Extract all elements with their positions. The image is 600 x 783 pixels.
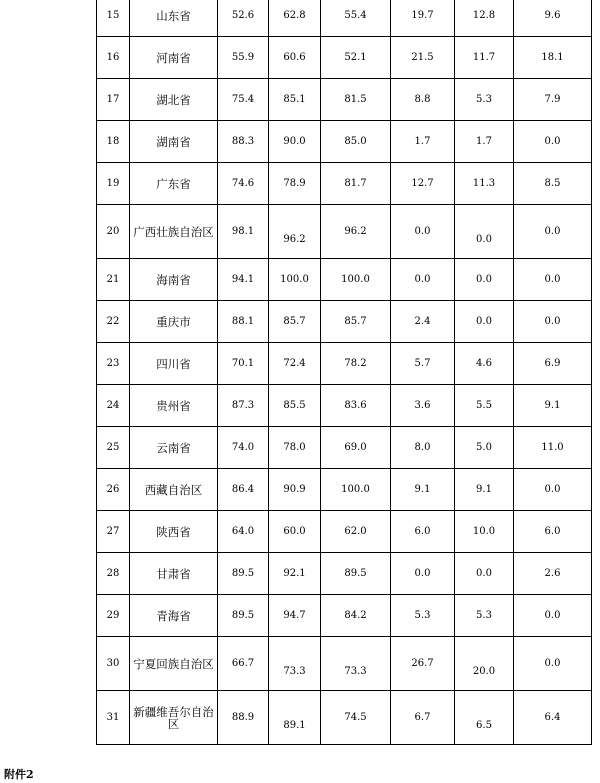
value-cell: 89.5 xyxy=(218,553,269,595)
table-row xyxy=(97,637,592,691)
value-cell: 19.7 xyxy=(391,0,455,37)
value-cell: 0.0 xyxy=(514,595,592,637)
value-cell: 12.7 xyxy=(391,163,455,205)
value-cell: 8.8 xyxy=(391,79,455,121)
value-cell: 6.7 xyxy=(391,691,455,745)
value-cell: 78.0 xyxy=(269,427,321,469)
value-cell: 12.8 xyxy=(455,0,514,37)
value-cell: 55.4 xyxy=(321,0,391,37)
value-cell: 18.1 xyxy=(514,37,592,79)
row-number: 23 xyxy=(97,343,130,385)
value-cell: 74.5 xyxy=(321,691,391,745)
value-cell: 0.0 xyxy=(455,301,514,343)
value-cell: 9.1 xyxy=(514,385,592,427)
value-cell: 62.0 xyxy=(321,511,391,553)
value-cell: 74.6 xyxy=(218,163,269,205)
province-name: 宁夏回族自治区 xyxy=(130,637,218,691)
value-cell: 89.1 xyxy=(269,691,321,745)
province-name: 山东省 xyxy=(130,0,218,37)
value-cell: 6.0 xyxy=(391,511,455,553)
row-number: 19 xyxy=(97,163,130,205)
row-number: 20 xyxy=(97,205,130,259)
value-cell: 0.0 xyxy=(391,259,455,301)
row-number: 15 xyxy=(97,0,130,37)
value-cell: 5.3 xyxy=(455,595,514,637)
value-cell: 0.0 xyxy=(514,121,592,163)
value-cell: 88.1 xyxy=(218,301,269,343)
value-cell: 52.6 xyxy=(218,0,269,37)
province-name: 云南省 xyxy=(130,427,218,469)
value-cell: 87.3 xyxy=(218,385,269,427)
value-cell: 0.0 xyxy=(455,553,514,595)
table-row xyxy=(97,205,592,259)
province-name: 陕西省 xyxy=(130,511,218,553)
province-name: 西藏自治区 xyxy=(130,469,218,511)
value-cell: 8.0 xyxy=(391,427,455,469)
value-cell: 6.9 xyxy=(514,343,592,385)
value-cell: 4.6 xyxy=(455,343,514,385)
row-number: 26 xyxy=(97,469,130,511)
row-number: 16 xyxy=(97,37,130,79)
row-number: 24 xyxy=(97,385,130,427)
table-row xyxy=(97,163,592,205)
value-cell: 81.7 xyxy=(321,163,391,205)
value-cell: 69.0 xyxy=(321,427,391,469)
value-cell: 0.0 xyxy=(514,301,592,343)
value-cell: 55.9 xyxy=(218,37,269,79)
province-name: 四川省 xyxy=(130,343,218,385)
value-cell: 88.3 xyxy=(218,121,269,163)
value-cell: 88.9 xyxy=(218,691,269,745)
province-name: 甘肃省 xyxy=(130,553,218,595)
value-cell: 6.0 xyxy=(514,511,592,553)
table-row xyxy=(97,691,592,745)
value-cell: 21.5 xyxy=(391,37,455,79)
row-number: 17 xyxy=(97,79,130,121)
value-cell: 62.8 xyxy=(269,0,321,37)
value-cell: 94.1 xyxy=(218,259,269,301)
value-cell: 0.0 xyxy=(455,259,514,301)
value-cell: 85.0 xyxy=(321,121,391,163)
value-cell: 2.4 xyxy=(391,301,455,343)
value-cell: 85.5 xyxy=(269,385,321,427)
value-cell: 9.1 xyxy=(455,469,514,511)
value-cell: 66.7 xyxy=(218,637,269,691)
value-cell: 0.0 xyxy=(455,205,514,259)
row-number: 21 xyxy=(97,259,130,301)
province-name: 贵州省 xyxy=(130,385,218,427)
value-cell: 60.0 xyxy=(269,511,321,553)
value-cell: 2.6 xyxy=(514,553,592,595)
value-cell: 70.1 xyxy=(218,343,269,385)
value-cell: 11.0 xyxy=(514,427,592,469)
table-row xyxy=(97,427,592,469)
value-cell: 9.1 xyxy=(391,469,455,511)
value-cell: 60.6 xyxy=(269,37,321,79)
province-name: 湖南省 xyxy=(130,121,218,163)
table-row xyxy=(97,343,592,385)
row-number: 25 xyxy=(97,427,130,469)
province-name: 广西壮族自治区 xyxy=(130,205,218,259)
table-row xyxy=(97,0,592,37)
province-name: 新疆维吾尔自治区 xyxy=(130,691,218,745)
value-cell: 6.4 xyxy=(514,691,592,745)
value-cell: 5.7 xyxy=(391,343,455,385)
value-cell: 0.0 xyxy=(514,637,592,691)
value-cell: 90.9 xyxy=(269,469,321,511)
value-cell: 0.0 xyxy=(391,205,455,259)
value-cell: 7.9 xyxy=(514,79,592,121)
value-cell: 73.3 xyxy=(269,637,321,691)
table-row xyxy=(97,121,592,163)
value-cell: 52.1 xyxy=(321,37,391,79)
row-number: 31 xyxy=(97,691,130,745)
row-number: 22 xyxy=(97,301,130,343)
table-row xyxy=(97,301,592,343)
value-cell: 1.7 xyxy=(455,121,514,163)
value-cell: 100.0 xyxy=(321,259,391,301)
value-cell: 94.7 xyxy=(269,595,321,637)
province-name: 重庆市 xyxy=(130,301,218,343)
value-cell: 0.0 xyxy=(514,469,592,511)
value-cell: 75.4 xyxy=(218,79,269,121)
value-cell: 5.3 xyxy=(391,595,455,637)
value-cell: 64.0 xyxy=(218,511,269,553)
value-cell: 11.7 xyxy=(455,37,514,79)
table-row xyxy=(97,79,592,121)
value-cell: 74.0 xyxy=(218,427,269,469)
province-name: 广东省 xyxy=(130,163,218,205)
value-cell: 11.3 xyxy=(455,163,514,205)
table-row xyxy=(97,385,592,427)
table-row xyxy=(97,511,592,553)
table-row xyxy=(97,259,592,301)
value-cell: 85.7 xyxy=(269,301,321,343)
value-cell: 9.6 xyxy=(514,0,592,37)
value-cell: 92.1 xyxy=(269,553,321,595)
value-cell: 89.5 xyxy=(218,595,269,637)
value-cell: 90.0 xyxy=(269,121,321,163)
value-cell: 83.6 xyxy=(321,385,391,427)
province-name: 湖北省 xyxy=(130,79,218,121)
value-cell: 96.2 xyxy=(321,205,391,259)
value-cell: 100.0 xyxy=(269,259,321,301)
value-cell: 98.1 xyxy=(218,205,269,259)
value-cell: 26.7 xyxy=(391,637,455,691)
value-cell: 10.0 xyxy=(455,511,514,553)
value-cell: 20.0 xyxy=(455,637,514,691)
value-cell: 8.5 xyxy=(514,163,592,205)
attachment-label: 附件2 xyxy=(4,768,34,781)
value-cell: 86.4 xyxy=(218,469,269,511)
value-cell: 96.2 xyxy=(269,205,321,259)
row-number: 30 xyxy=(97,637,130,691)
value-cell: 78.2 xyxy=(321,343,391,385)
value-cell: 89.5 xyxy=(321,553,391,595)
value-cell: 0.0 xyxy=(514,205,592,259)
province-data-table xyxy=(96,0,592,745)
province-name: 海南省 xyxy=(130,259,218,301)
table-row xyxy=(97,37,592,79)
value-cell: 72.4 xyxy=(269,343,321,385)
value-cell: 85.7 xyxy=(321,301,391,343)
value-cell: 84.2 xyxy=(321,595,391,637)
value-cell: 0.0 xyxy=(514,259,592,301)
row-number: 28 xyxy=(97,553,130,595)
value-cell: 5.3 xyxy=(455,79,514,121)
row-number: 27 xyxy=(97,511,130,553)
value-cell: 73.3 xyxy=(321,637,391,691)
value-cell: 1.7 xyxy=(391,121,455,163)
table-row xyxy=(97,595,592,637)
row-number: 18 xyxy=(97,121,130,163)
value-cell: 5.0 xyxy=(455,427,514,469)
row-number: 29 xyxy=(97,595,130,637)
value-cell: 100.0 xyxy=(321,469,391,511)
value-cell: 81.5 xyxy=(321,79,391,121)
province-name: 青海省 xyxy=(130,595,218,637)
table-row xyxy=(97,469,592,511)
value-cell: 85.1 xyxy=(269,79,321,121)
value-cell: 3.6 xyxy=(391,385,455,427)
table-row xyxy=(97,553,592,595)
value-cell: 6.5 xyxy=(455,691,514,745)
value-cell: 5.5 xyxy=(455,385,514,427)
value-cell: 0.0 xyxy=(391,553,455,595)
value-cell: 78.9 xyxy=(269,163,321,205)
province-name: 河南省 xyxy=(130,37,218,79)
